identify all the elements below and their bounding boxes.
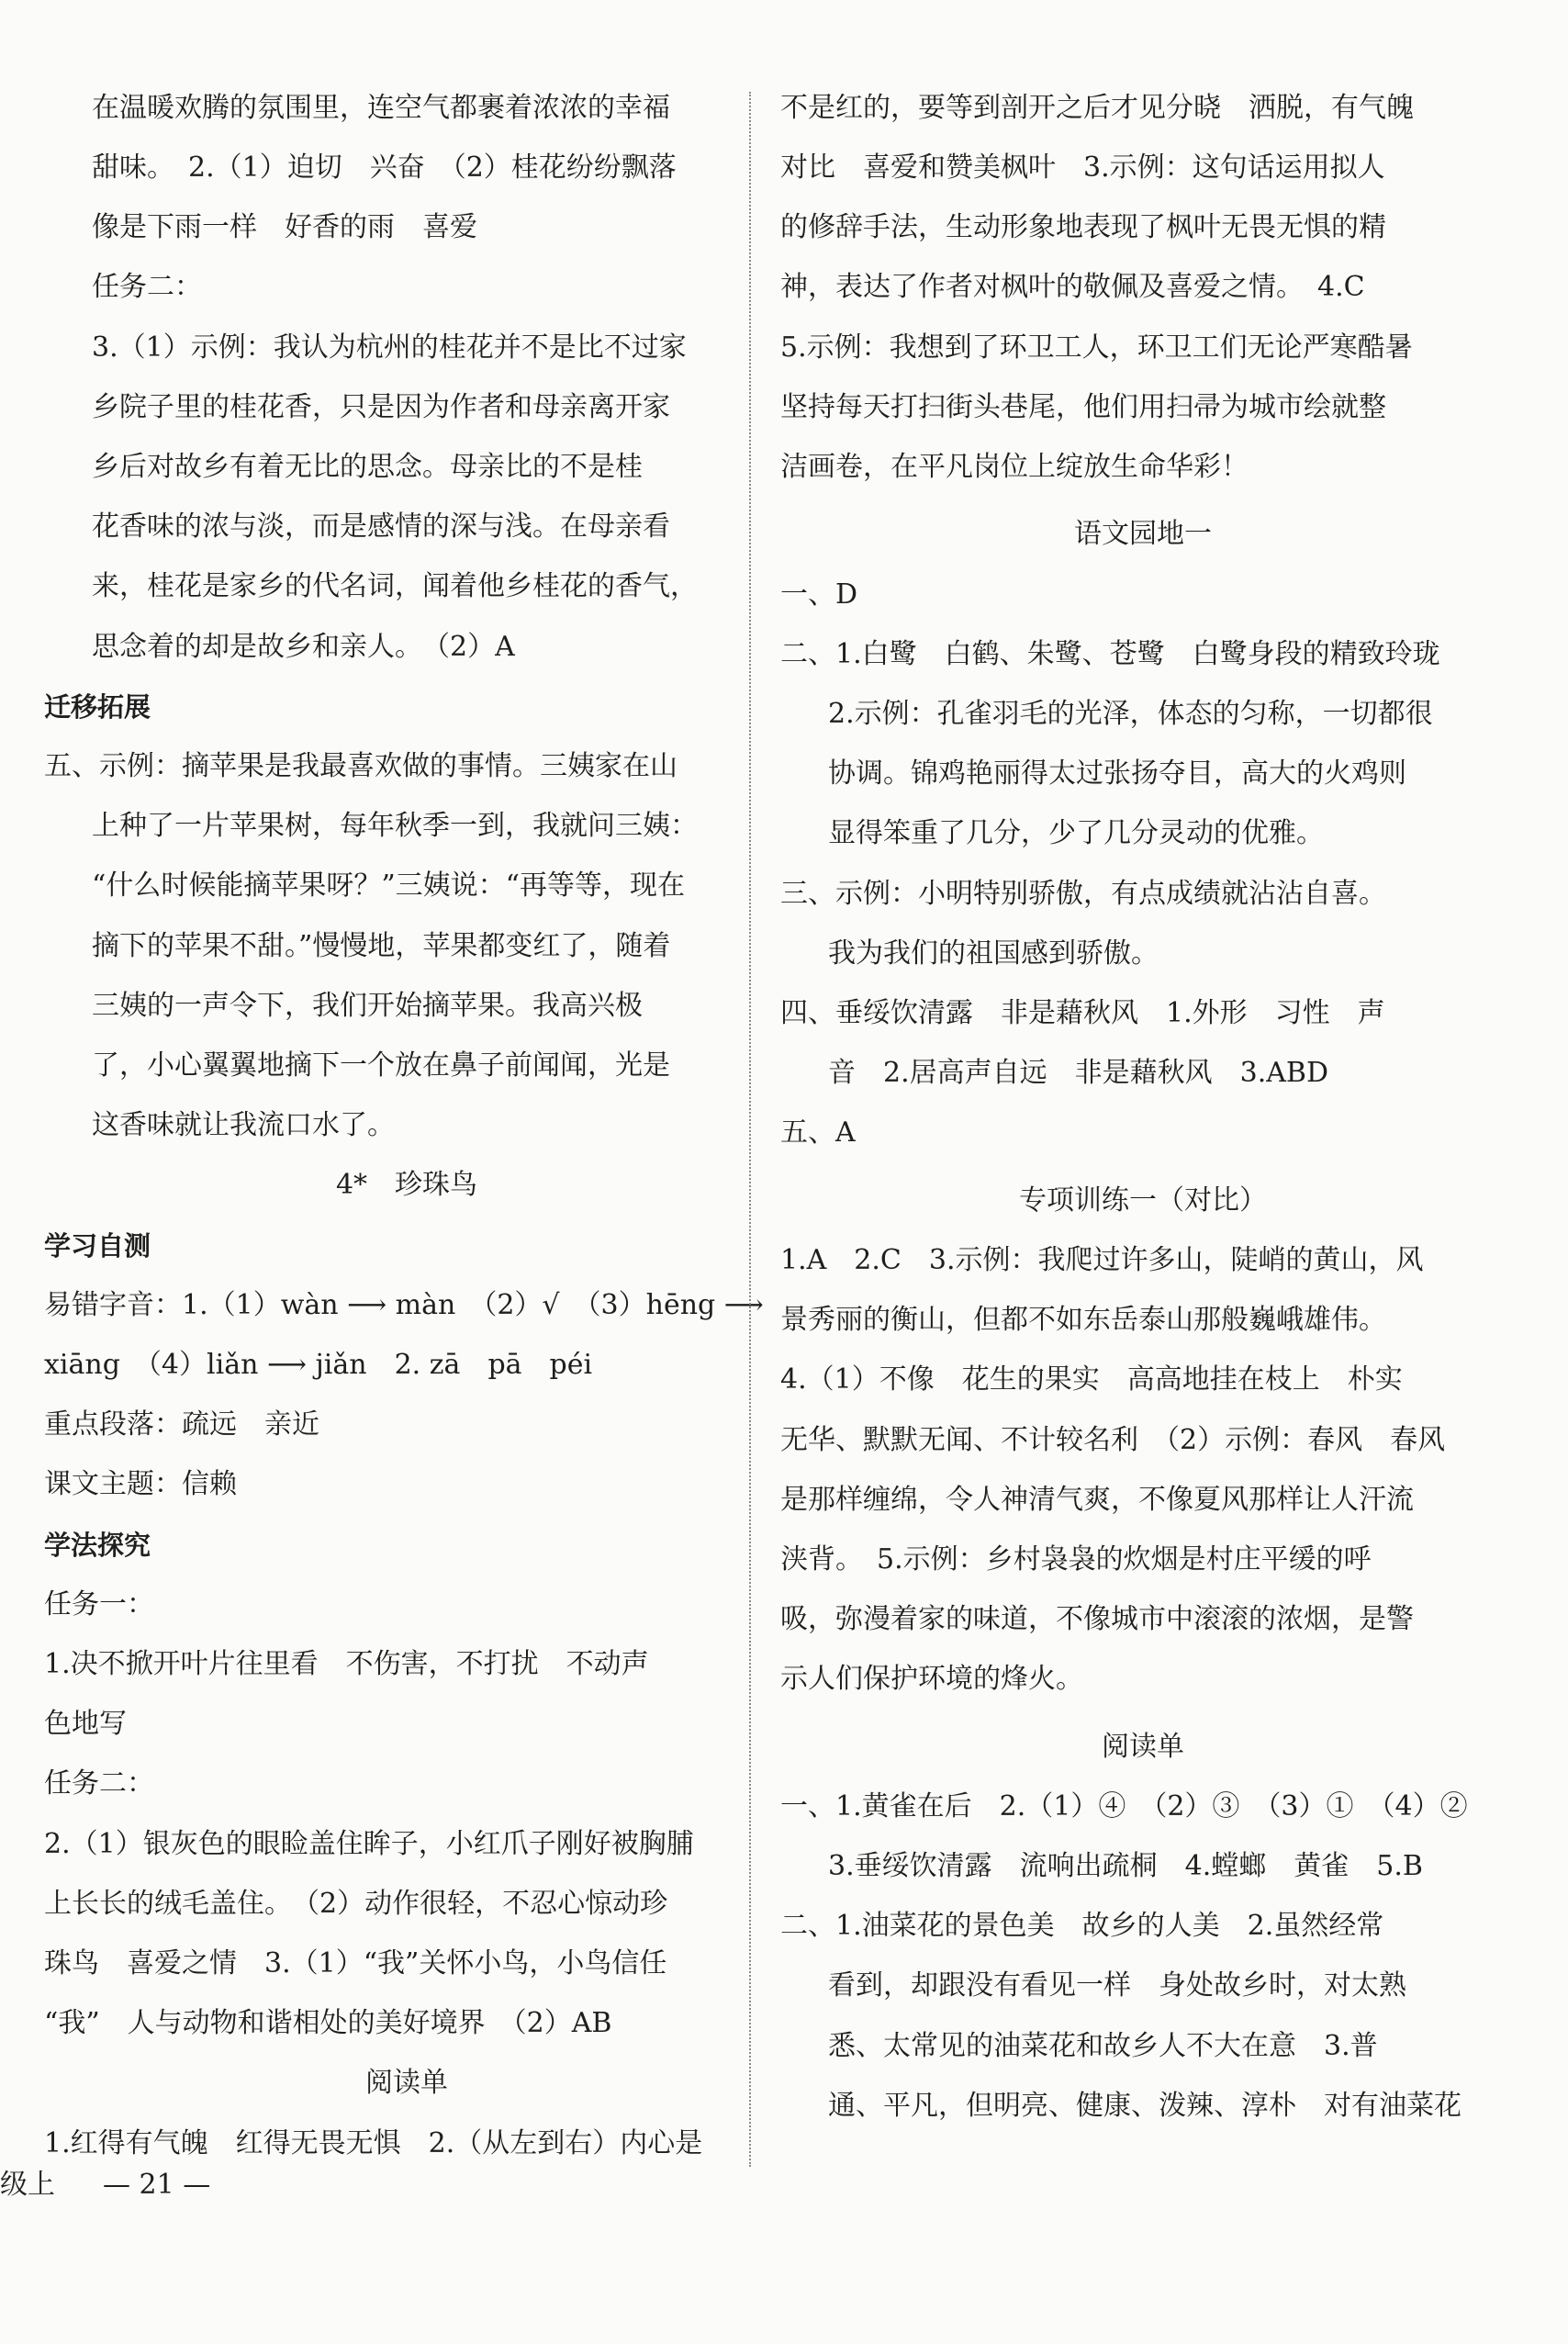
right-column-line: 对比 喜爱和赞美枫叶 3.示例：这句话运用拟人 [780, 151, 1385, 184]
footer-page-number: — 21 — [103, 2169, 211, 2201]
right-column-line: 示人们保护环境的烽火。 [780, 1663, 1083, 1695]
left-column-line: 4* 珍珠鸟 [335, 1169, 478, 1201]
right-column-line: 是那样缠绵，令人神清气爽，不像夏风那样让人汗流 [780, 1484, 1414, 1516]
left-column-line: 来，桂花是家乡的代名词，闻着他乡桂花的香气， [92, 570, 698, 602]
left-column-line: 迁移拓展 [44, 691, 151, 723]
right-column-line: 二、1.油菜花的景色美 故乡的人美 2.虽然经常 [780, 1910, 1384, 1942]
left-column-line: 三姨的一声令下，我们开始摘苹果。我高兴极 [92, 990, 643, 1022]
left-column-line: 任务二： [44, 1767, 154, 1800]
left-column-line: 2.（1）银灰色的眼睑盖住眸子，小红爪子刚好被胸脯 [44, 1828, 694, 1860]
left-column-line: 色地写 [44, 1708, 127, 1740]
right-column-line: 显得笨重了几分，少了几分灵动的优雅。 [828, 817, 1324, 849]
right-column-line: 1.A 2.C 3.示例：我爬过许多山，陡峭的黄山，风 [780, 1244, 1424, 1276]
right-column-line: 五、A [780, 1116, 856, 1149]
right-column-line: 我为我们的祖国感到骄傲。 [828, 937, 1159, 970]
right-column-line: 一、D [780, 578, 858, 611]
right-column-line: 专项训练一（对比） [1019, 1184, 1267, 1217]
right-column-line: 吸，弥漫着家的味道，不像城市中滚滚的浓烟，是警 [780, 1603, 1414, 1635]
right-column-line: 看到，却跟没有看见一样 身处故乡时，对太熟 [828, 1969, 1406, 2002]
left-column-line: 学法探究 [44, 1530, 151, 1561]
right-column-line: 二、1.白鹭 白鹤、朱鹭、苍鹭 白鹭身段的精致玲珑 [780, 638, 1440, 670]
right-column-line: 浃背。 5.示例：乡村袅袅的炊烟是村庄平缓的呼 [780, 1543, 1372, 1576]
left-column-line: 花香味的浓与淡，而是感情的深与浅。在母亲看 [92, 510, 670, 543]
left-column-line: 乡院子里的桂花香，只是因为作者和母亲离开家 [92, 391, 670, 423]
right-column-line: 音 2.居高声自远 非是藉秋风 3.ABD [828, 1057, 1329, 1089]
left-column-line: 3.（1）示例：我认为杭州的桂花并不是比不过家 [92, 331, 687, 364]
left-column-line: 任务二： [92, 271, 202, 303]
left-column-line: 上种了一片苹果树，每年秋季一到，我就问三姨： [92, 810, 698, 842]
left-column-line: 在温暖欢腾的氛围里，连空气都裹着浓浓的幸福 [92, 92, 670, 124]
right-column-line: 无华、默默无闻、不计较名利 （2）示例：春风 春风 [780, 1424, 1446, 1456]
right-column-line: 景秀丽的衡山，但都不如东岳泰山那般巍峨雄伟。 [780, 1304, 1386, 1336]
right-column-line: 洁画卷，在平凡岗位上绽放生命华彩！ [780, 451, 1249, 483]
left-column-line: “我” 人与动物和谐相处的美好境界 （2）AB [44, 2007, 612, 2039]
right-column-line: 悉、太常见的油菜花和故乡人不大在意 3.普 [828, 2030, 1378, 2062]
right-column-line: 三、示例：小明特别骄傲，有点成绩就沾沾自喜。 [780, 878, 1386, 910]
left-column-line: 1.决不掀开叶片往里看 不伤害，不打扰 不动声 [44, 1648, 649, 1680]
right-column-line: 语文园地一 [1074, 518, 1212, 550]
left-column-line: 学习自测 [44, 1230, 151, 1262]
left-column-line: 了，小心翼翼地摘下一个放在鼻子前闻闻，光是 [92, 1049, 670, 1082]
footer-grade: 级上 [0, 2169, 55, 2201]
left-column-line: 珠鸟 喜爱之情 3.（1）“我”关怀小鸟，小鸟信任 [44, 1947, 667, 1980]
left-column-line: 思念着的却是故乡和亲人。 （2）A [92, 631, 515, 663]
left-column-line: 上长长的绒毛盖住。 （2）动作很轻，不忍心惊动珍 [44, 1888, 668, 1920]
left-column-line: 像是下雨一样 好香的雨 喜爱 [92, 211, 477, 243]
left-column-line: 重点段落：疏远 亲近 [44, 1408, 319, 1441]
right-column-line: 神，表达了作者对枫叶的敬佩及喜爱之情。 4.C [780, 271, 1365, 303]
right-column-line: 坚持每天打扫街头巷尾，他们用扫帚为城市绘就整 [780, 391, 1386, 423]
left-column-line: 阅读单 [365, 2067, 448, 2099]
left-column-line: xiāng （4）liǎn ⟶ jiǎn 2. zā pā péi [44, 1349, 593, 1381]
right-column-line: 5.示例：我想到了环卫工人，环卫工们无论严寒酷暑 [780, 331, 1413, 364]
right-column-line: 4.（1）不像 花生的果实 高高地挂在枝上 朴实 [780, 1363, 1403, 1396]
right-column-line: 阅读单 [1102, 1731, 1184, 1763]
right-column-line: 四、垂绥饮清露 非是藉秋风 1.外形 习性 声 [780, 997, 1385, 1029]
right-column-line: 一、1.黄雀在后 2.（1）④ （2）③ （3）① （4）② [780, 1790, 1468, 1822]
left-column-line: “什么时候能摘苹果呀？”三姨说：“再等等，现在 [92, 869, 686, 902]
left-column-line: 课文主题：信赖 [44, 1468, 237, 1500]
right-column-line: 2.示例：孔雀羽毛的光泽，体态的匀称，一切都很 [828, 698, 1433, 730]
left-column-line: 任务一： [44, 1588, 154, 1621]
right-column-line: 的修辞手法，生动形象地表现了枫叶无畏无惧的精 [780, 211, 1386, 243]
left-column-line: 易错字音：1.（1）wàn ⟶ màn （2）√ （3）hēng ⟶ [44, 1289, 764, 1321]
right-column-line: 3.垂绥饮清露 流响出疏桐 4.螳螂 黄雀 5.B [828, 1850, 1423, 1882]
left-column-line: 甜味。 2.（1）迫切 兴奋 （2）桂花纷纷飘落 [92, 151, 677, 184]
left-column-line: 摘下的苹果不甜。”慢慢地，苹果都变红了，随着 [92, 930, 671, 962]
right-column-line: 通、平凡，但明亮、健康、泼辣、淳朴 对有油菜花 [828, 2090, 1462, 2122]
left-column-line: 这香味就让我流口水了。 [92, 1109, 395, 1141]
left-column-line: 乡后对故乡有着无比的思念。母亲比的不是桂 [92, 451, 643, 483]
left-column-line: 1.红得有气魄 红得无畏无惧 2.（从左到右）内心是 [44, 2127, 703, 2159]
column-divider [749, 92, 751, 2167]
right-column-line: 不是红的，要等到剖开之后才见分晓 洒脱，有气魄 [780, 92, 1414, 124]
right-column-line: 协调。锦鸡艳丽得太过张扬夺目，高大的火鸡则 [828, 757, 1406, 790]
left-column-line: 五、示例：摘苹果是我最喜欢做的事情。三姨家在山 [44, 750, 678, 782]
